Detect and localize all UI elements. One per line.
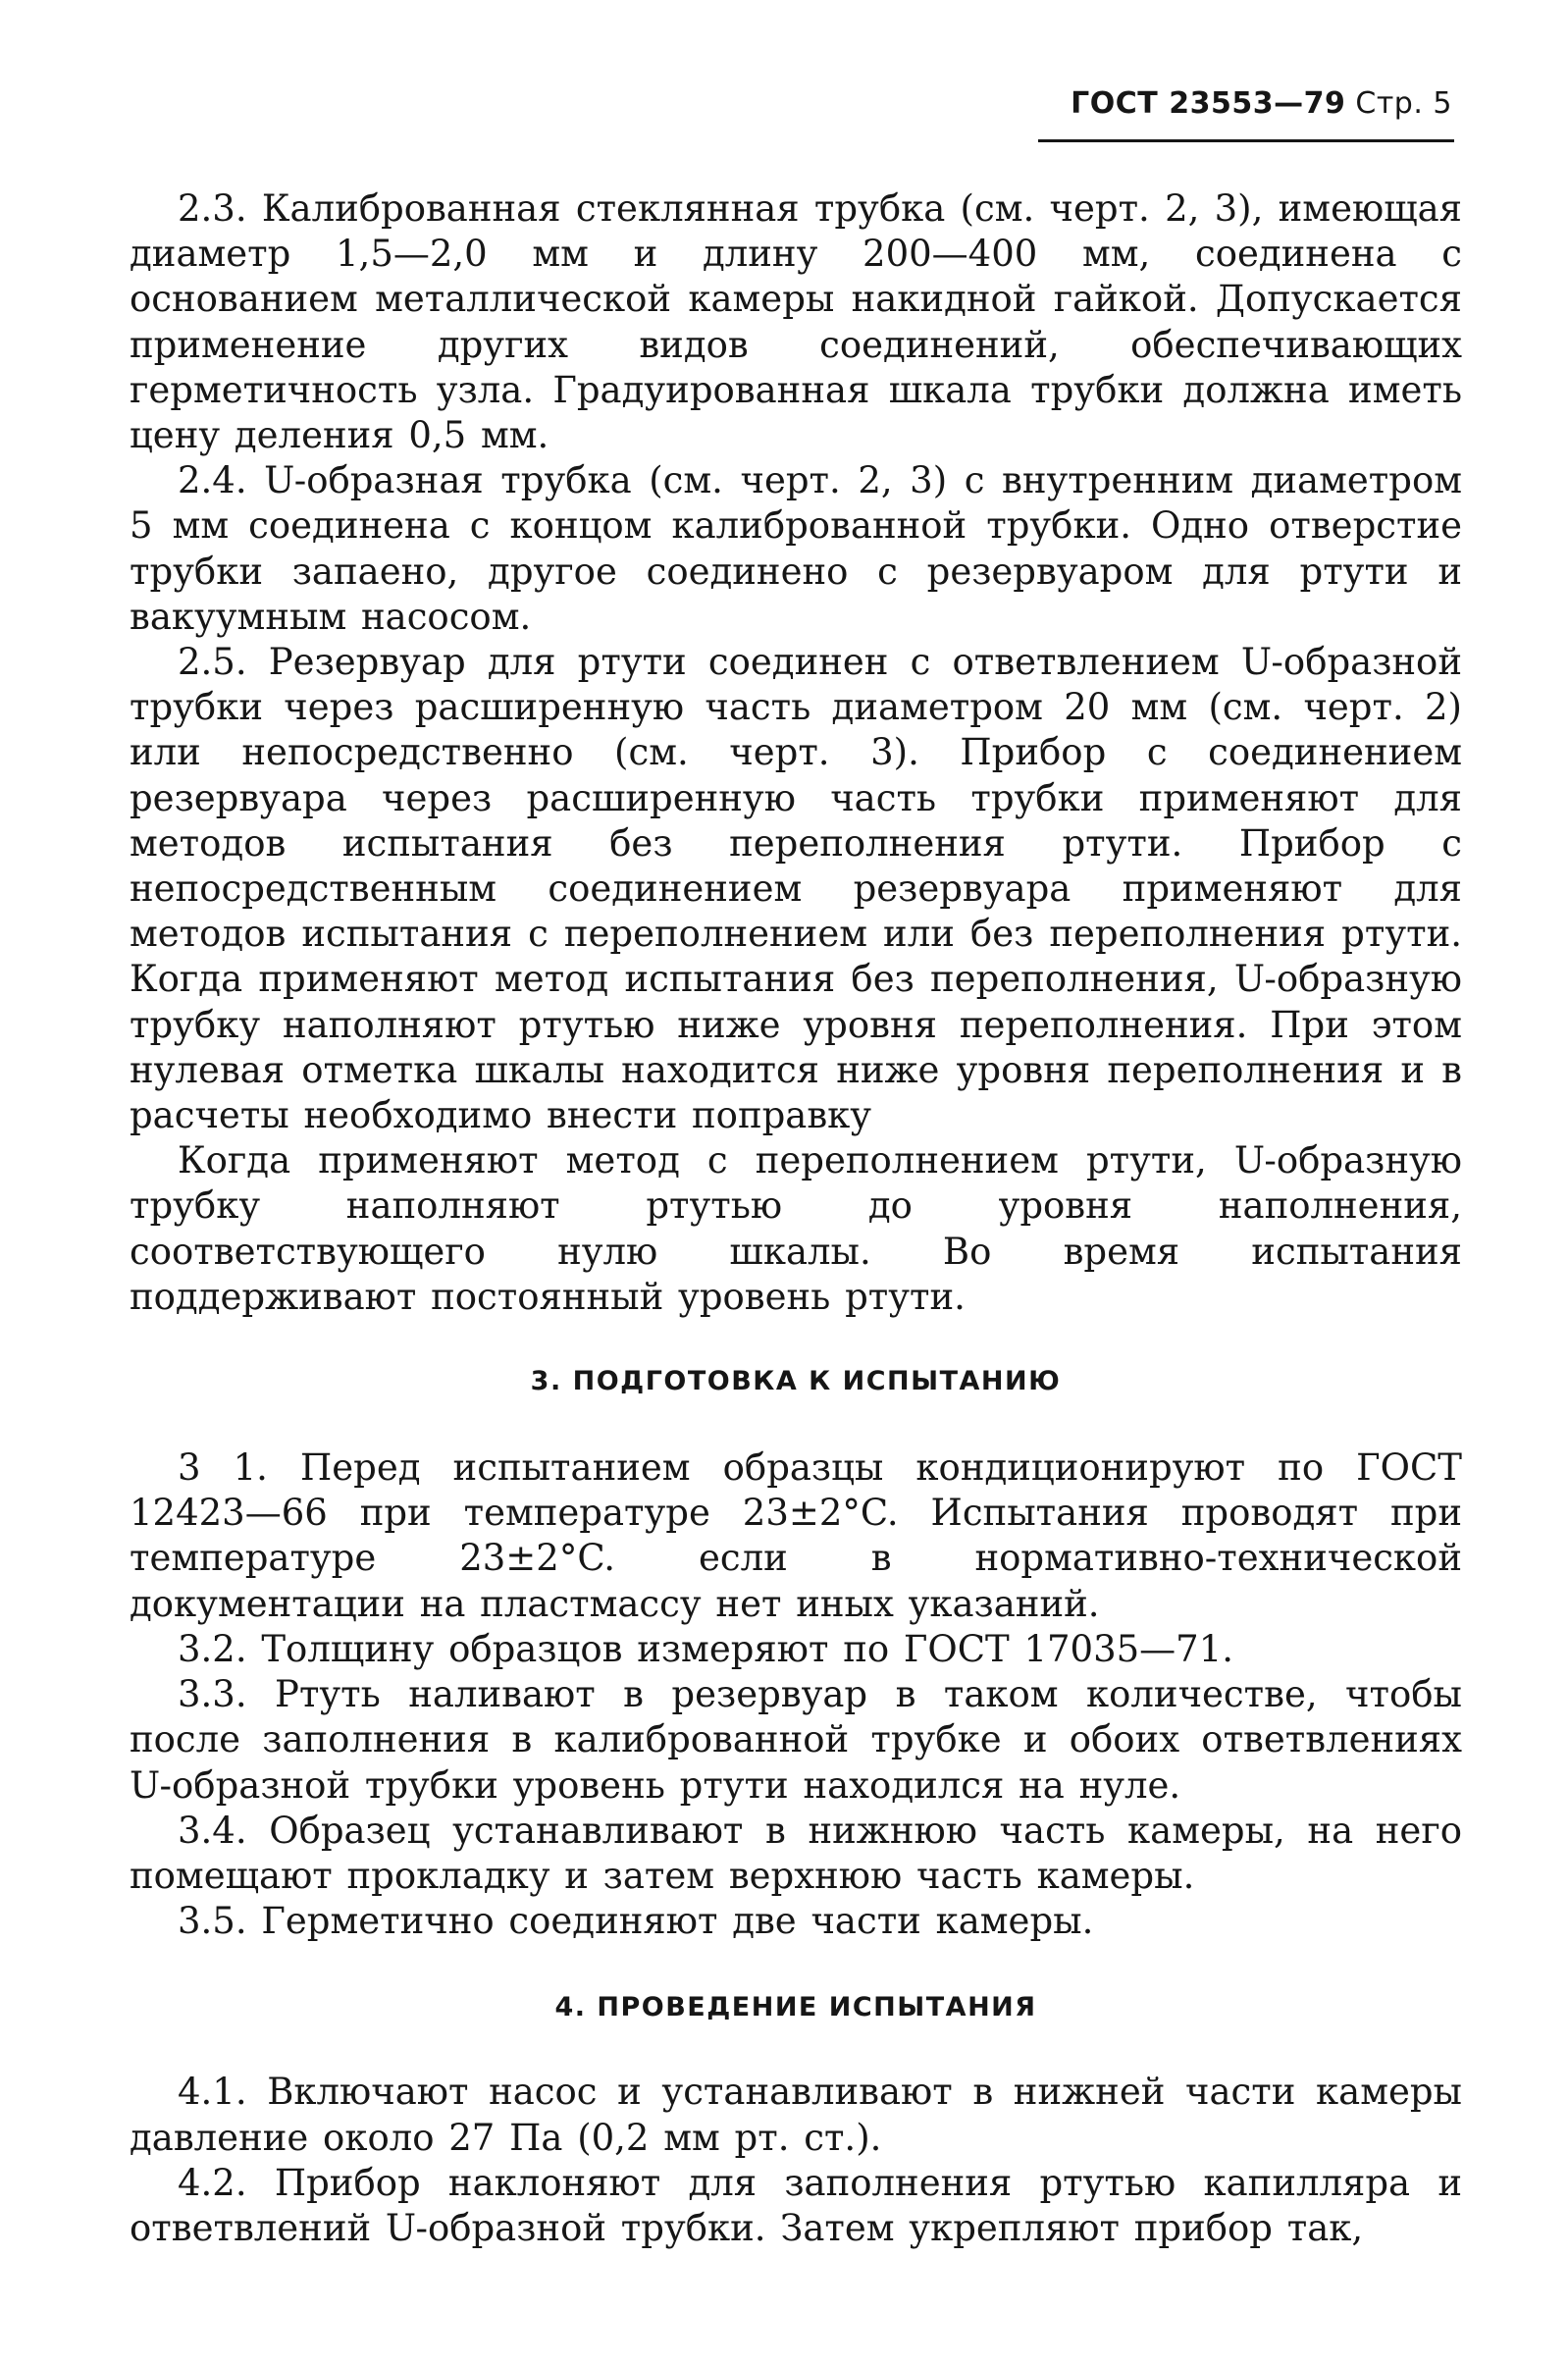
page-number: Стр. 5 xyxy=(1355,86,1452,121)
paragraph-3-5: 3.5. Герметично соединяют две части камеры. xyxy=(178,1900,1094,1943)
paragraph-3-4: 3.4. Образец устанавливают в нижнюю часть камеры, на него помещают прокладку и затем верхнюю часть камеры. xyxy=(130,1809,1462,1897)
standard-number: ГОСТ 23553—79 xyxy=(1071,86,1346,121)
paragraph-2-5: 2.5. Резервуар для ртути соединен с ответвлением U-образной трубки через расширенную часть диаметром 20 мм (см. черт. 2) или непосредственно (см. черт. 3). Прибор с соединением резервуара через расширенную часть трубки применяют для методов испытания без переполнения ртути. Прибор с непосредственным соединением резервуара применяют для методов испытания с переполнением или без переполнения ртути. Когда применяют метод испытания без переполнения, U-образную трубку наполняют ртутью ниже уровня переполнения. При этом нулевая отметка шкалы находится ниже уровня переполнения и в расчеты необходимо внести поправку xyxy=(130,641,1462,1137)
running-header xyxy=(1040,86,1452,121)
section-4-heading: 4. ПРОВЕДЕНИЕ ИСПЫТАНИЯ xyxy=(554,1992,1037,2023)
document-body xyxy=(130,186,1462,2251)
paragraph-3-2: 3.2. Толщину образцов измеряют по ГОСТ 17035—71. xyxy=(178,1627,1234,1670)
paragraph-3-1: 3 1. Перед испытанием образцы кондиционируют по ГОСТ 12423—66 при температуре 23±2°C. Испытания проводят при температуре 23±2°C. если в нормативно-технической документации на пластмассу нет иных указаний. xyxy=(130,1446,1462,1625)
paragraph-3-3: 3.3. Ртуть наливают в резервуар в таком количестве, чтобы после заполнения в калиброванной трубке и обоих ответвлениях U-образной трубки уровень ртути находился на нуле. xyxy=(130,1673,1462,1807)
paragraph-2-4: 2.4. U-образная трубка (см. черт. 2, 3) с внутренним диаметром 5 мм соединена с концом калиброванной трубки. Одно отверстие трубки запаено, другое соединено с резервуаром для ртути и вакуумным насосом. xyxy=(130,459,1462,638)
paragraph-2-5-continued: Когда применяют метод с переполнением ртути, U-образную трубку наполняют ртутью до уровня наполнения, соответствующего нулю шкалы. Во время испытания поддерживают постоянный уровень ртути. xyxy=(130,1139,1462,1318)
paragraph-4-2: 4.2. Прибор наклоняют для заполнения ртутью капилляра и ответвлений U-образной трубки. Затем укрепляют прибор так, xyxy=(130,2161,1462,2249)
paragraph-2-3: 2.3. Калиброванная стеклянная трубка (см. черт. 2, 3), имеющая диаметр 1,5—2,0 мм и длину 200—400 мм, соединена с основанием металлической камеры накидной гайкой. Допускается применение других видов соединений, обеспечивающих герметичность узла. Градуированная шкала трубки должна иметь цену деления 0,5 мм. xyxy=(130,187,1462,457)
header-rule xyxy=(1038,139,1454,142)
paragraph-4-1: 4.1. Включают насос и устанавливают в нижней части камеры давление около 27 Па (0,2 мм рт. ст.). xyxy=(130,2071,1462,2159)
section-3-heading: 3. ПОДГОТОВКА К ИСПЫТАНИЮ xyxy=(530,1366,1062,1397)
